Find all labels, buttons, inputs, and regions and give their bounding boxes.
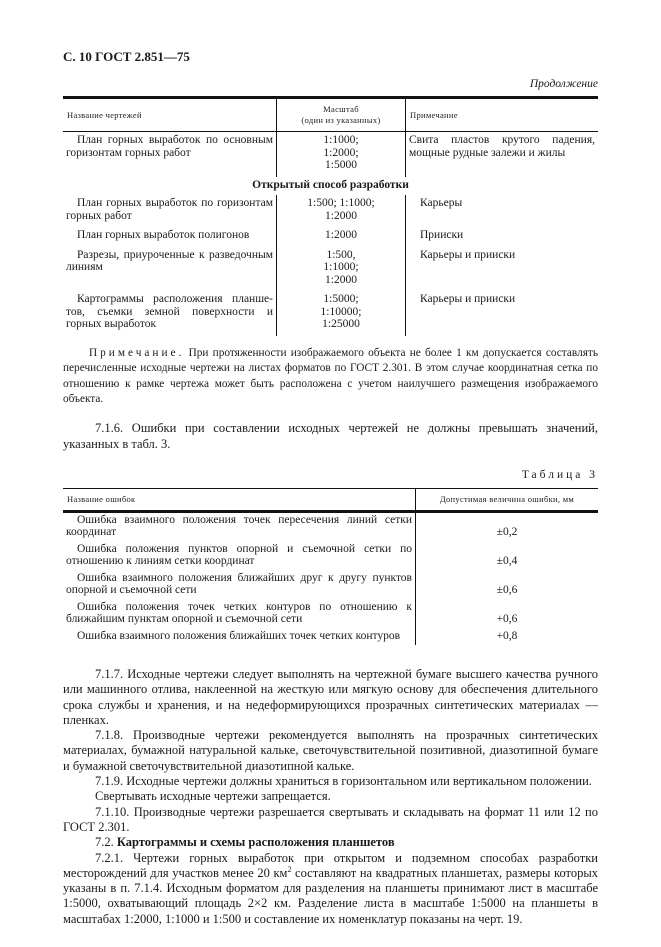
drawing-name: Картограммы расположения планше-тов, съемки земной поверхности и горных выработок bbox=[63, 291, 277, 336]
drawing-scale bbox=[277, 195, 406, 227]
table-row bbox=[63, 571, 598, 600]
scale-value: 1:5000 bbox=[325, 159, 357, 171]
section-row bbox=[63, 177, 598, 196]
scale-value: 1:1000; bbox=[323, 261, 359, 273]
paragraph-7-1-9-cont: Свертывать исходные чертежи запрещается. bbox=[95, 789, 331, 804]
page-header: С. 10 ГОСТ 2.851—75 bbox=[63, 49, 190, 64]
table-row bbox=[63, 629, 598, 646]
table-note bbox=[63, 346, 598, 408]
note-label: Примечание. bbox=[89, 346, 185, 359]
errors-table bbox=[63, 488, 598, 646]
continuation-label: Продолжение bbox=[529, 78, 598, 90]
col-header-scale-subtitle: (один из указанных) bbox=[301, 115, 381, 125]
drawing-scale bbox=[277, 227, 406, 247]
error-tolerance: ±0,4 bbox=[496, 555, 518, 567]
error-tolerance: ±0,6 bbox=[496, 584, 518, 596]
error-name: Ошибка положения пунктов опорной и съемочной сетки по отношению к линиям сетки координат bbox=[63, 542, 416, 571]
body-text bbox=[63, 667, 598, 927]
drawing-name: Разрезы, приуроченные к разведочным линиям bbox=[63, 247, 277, 292]
error-tolerance: ±0,2 bbox=[496, 526, 518, 538]
scale-value: 1:25000 bbox=[322, 318, 360, 330]
col-header-name: Название чертежей bbox=[63, 98, 277, 132]
error-name: Ошибка взаимного положения ближайших друг к другу пунктов опорной и съемочной сети bbox=[63, 571, 416, 600]
scale-value: 1:10000; bbox=[320, 305, 362, 318]
scale-value: 1:2000 bbox=[325, 209, 357, 222]
table-row bbox=[63, 291, 598, 336]
drawing-name: План горных выработок полигонов bbox=[63, 227, 277, 247]
drawing-scale bbox=[277, 132, 406, 177]
error-name: Ошибка взаимного положения точек пересечения линий сетки координат bbox=[63, 511, 416, 542]
drawing-scale bbox=[277, 291, 406, 336]
paragraph-7-1-6: 7.1.6. Ошибки при составлении исходных чертежей не должны превышать значений, указанных в табл. 3. bbox=[63, 420, 598, 451]
error-name: Ошибка взаимного положения ближайших точек четких контуров bbox=[63, 629, 416, 646]
drawing-note: Прииски bbox=[420, 229, 464, 241]
table-row bbox=[63, 227, 598, 247]
note-text: При протяженности изображаемого объекта не более 1 км допускается составлять перечисленные исходные чертежи на листах форматов по ГОСТ 2.301. В этом случае координатная сетка по отношению к рамке чертежа может быть расположена с учетом наилучшего размещения изображаемого объекта. bbox=[63, 346, 598, 405]
error-tolerance: +0,8 bbox=[496, 629, 518, 642]
table-row bbox=[63, 195, 598, 227]
table-row bbox=[63, 132, 598, 177]
scale-value: 1:5000; bbox=[323, 293, 359, 305]
col-header-note: Примечание bbox=[410, 109, 458, 120]
section-heading-7-2: 7.2. Картограммы и схемы расположения планшетов bbox=[95, 835, 395, 850]
error-tolerance: +0,6 bbox=[496, 613, 518, 625]
scale-value: 1:1000; bbox=[323, 134, 359, 146]
drawing-name: План горных выработок по основным горизонтам горных работ bbox=[63, 132, 277, 177]
paragraph-7-1-7: 7.1.7. Исходные чертежи следует выполнять на чертежной бумаге высшего качества ручного или машинного отлива, наклеенной на жесткую или мягкую основу для обеспечения длительного срока службы и хранения, и на недеформирующихся прозрачных синтетических материалах — пленках. bbox=[63, 667, 598, 727]
scale-value: 1:500, bbox=[326, 248, 356, 261]
section-title: Открытый способ разработки bbox=[252, 178, 409, 191]
table-row bbox=[63, 511, 598, 542]
drawing-note: Карьеры bbox=[420, 197, 463, 209]
table-row bbox=[63, 542, 598, 571]
table-3-caption: Таблица 3 bbox=[521, 468, 598, 481]
paragraph-7-1-9: 7.1.9. Исходные чертежи должны храниться в горизонтальном или вертикальном положении. bbox=[95, 774, 592, 789]
scale-value: 1:500; 1:1000; bbox=[307, 197, 375, 209]
error-name: Ошибка положения точек четких контуров по отношению к ближайшим пунктам опорной и съемочной сети bbox=[63, 600, 416, 629]
paragraph-7-1-10: 7.1.10. Производные чертежи разрешается свертывать и складывать на формат 11 или 12 по ГОСТ 2.301. bbox=[63, 804, 598, 834]
paragraph-7-2-1: 7.2.1. Чертежи горных выработок при открытом и подземном способах разработки месторождений для участков менее 20 $км^2$ составляют на квадратных планшетах, размеры которых указаны в п. 7.1.4. Исходным форматом для разделения на планшеты принимают лист в масштабе 1:5000, охватывающий площадь 2×2 км. Разделение листа в масштабе 1:5000 на планшеты в масштабах 1:2000, 1:1000 и 1:500 и составление их номенклатур показаны на черт. 19. bbox=[63, 850, 598, 926]
table-row bbox=[63, 247, 598, 292]
table-row bbox=[63, 600, 598, 629]
drawings-table bbox=[63, 96, 598, 336]
drawing-note: Карьеры и прииски bbox=[420, 248, 516, 261]
drawing-note: Свита пластов крутого падения, мощные рудные залежи и жилы bbox=[409, 134, 595, 159]
col-header-tolerance: Допустимая величина ошибки, мм bbox=[439, 493, 575, 504]
scale-value: 1:2000 bbox=[325, 273, 357, 286]
scale-value: 1:2000; bbox=[323, 146, 359, 159]
col-header-scale-title: Масштаб bbox=[323, 104, 359, 114]
drawing-name: План горных выработок по горизонтам горных работ bbox=[63, 195, 277, 227]
drawing-note: Карьеры и прииски bbox=[420, 293, 516, 305]
col-header-scale bbox=[277, 98, 406, 132]
drawing-scale bbox=[277, 247, 406, 292]
scale-value: 1:2000 bbox=[325, 229, 357, 241]
col-header-error-name: Название ошибок bbox=[63, 488, 416, 511]
paragraph-7-1-8: 7.1.8. Производные чертежи рекомендуется выполнять на прозрачных синтетических материалах, бумажной натуральной кальке, светочувствительной позитивной, диазотипной бумаге и бумажной светочувствительной диазотипной кальке. bbox=[63, 728, 598, 773]
